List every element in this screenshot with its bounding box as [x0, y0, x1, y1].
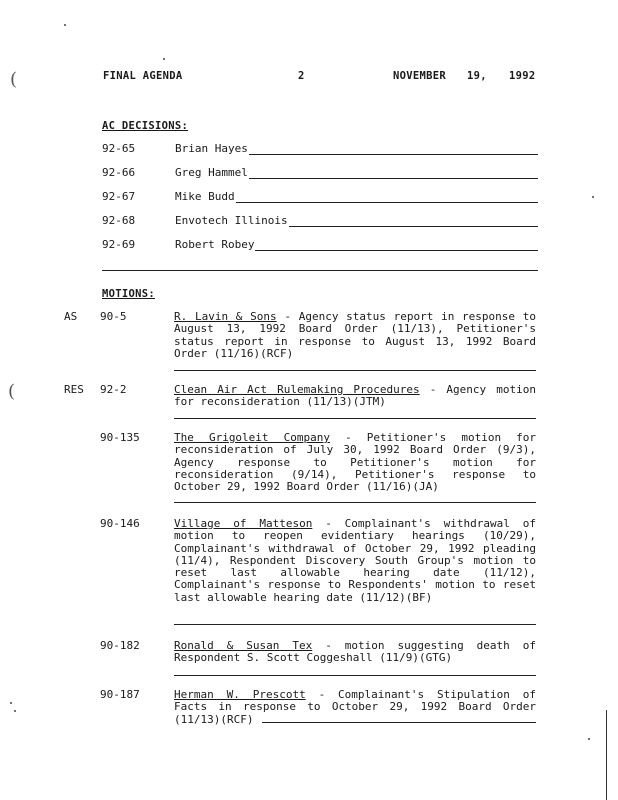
signature-line	[236, 191, 538, 203]
ac-decisions-heading: AC DECISIONS:	[102, 120, 189, 132]
motion-underline	[174, 675, 536, 676]
ac-decision-number: 92-68	[102, 214, 136, 227]
motion-text: - Agency motion for reconsideration (11/13)(JTM)	[174, 383, 536, 409]
ac-decision-number: 92-67	[102, 190, 136, 203]
motion-underline	[174, 502, 536, 503]
motion-text: - motion suggesting death of Respondent S. Scott Coggeshall (11/9)(GTG)	[174, 639, 536, 665]
motion-description	[174, 640, 536, 665]
ac-decision-row	[102, 239, 538, 253]
page-number: 2	[298, 70, 305, 82]
signature-line	[249, 167, 538, 179]
motion-text: - Petitioner's motion for reconsideration of July 30, 1992 Board Order (9/3), Agency response to Petitioner's motion for reconsideration (9/14), Petitioner's response to October 29, 1992 Board Order (11/16)(JA)	[174, 431, 537, 494]
motion-underline	[174, 370, 536, 371]
motion-description	[174, 384, 536, 409]
motion-number: 90-182	[100, 639, 140, 652]
motion-text: - Complainant's Stipulation of Facts in response to October 29, 1992 Board Order (11/13)(RCF)	[174, 688, 536, 726]
scan-speck	[592, 196, 594, 198]
signature-line	[249, 143, 538, 155]
ac-decision-row	[102, 215, 538, 229]
motion-number: 90-5	[100, 310, 127, 323]
motion-code: RES	[64, 383, 84, 396]
motion-text: - Agency status report in response to August 13, 1992 Board Order (11/13), Petitioner's status report in response to August 13, 1992 Board Order (11/16)(RCF)	[174, 310, 536, 360]
case-name: Clean Air Act Rulemaking Procedures	[174, 383, 420, 396]
motion-underline	[174, 418, 536, 419]
binder-hole-mark-icon: (	[8, 381, 16, 402]
section-divider	[102, 270, 538, 271]
case-name: R. Lavin & Sons	[174, 310, 277, 323]
ac-decision-name: Brian Hayes	[175, 142, 248, 155]
binder-hole-mark-icon: (	[10, 69, 18, 90]
date-year: 1992	[509, 70, 536, 82]
ac-decision-row	[102, 143, 538, 157]
case-name: Ronald & Susan Tex	[174, 639, 313, 652]
scan-speck	[10, 702, 12, 704]
signature-line	[289, 215, 538, 227]
motion-number: 92-2	[100, 383, 127, 396]
ac-decision-row	[102, 191, 538, 205]
date-month: NOVEMBER	[393, 70, 446, 82]
motion-description	[174, 518, 536, 604]
scan-speck	[588, 738, 590, 740]
date-day: 19,	[467, 70, 487, 82]
scan-speck	[163, 58, 165, 60]
motion-description	[174, 432, 536, 493]
agenda-title: FINAL AGENDA	[103, 70, 183, 82]
motion-description	[174, 689, 536, 726]
scan-speck	[64, 24, 66, 26]
ac-decision-number: 92-69	[102, 238, 136, 251]
motion-text: - Complainant's withdrawal of motion to reopen evidentiary hearings (10/29), Complainant's withdrawal of October 29, 1992 pleading (11/4), Respondent Discovery South Group's motion to reset last allowable hearing date (11/12), Complainant's response to Respondents' motion to reset last allowable hearing date (11/12)(BF)	[174, 517, 536, 604]
ac-decision-row	[102, 167, 538, 181]
motion-underline	[262, 722, 536, 723]
ac-decision-number: 92-66	[102, 166, 136, 179]
motion-number: 90-135	[100, 431, 140, 444]
scan-speck	[14, 710, 16, 712]
ac-decision-name: Mike Budd	[175, 190, 235, 203]
motion-number: 90-146	[100, 517, 140, 530]
motion-description	[174, 311, 536, 360]
motion-underline	[174, 624, 536, 625]
motions-heading: MOTIONS:	[102, 288, 155, 300]
ac-decision-name: Robert Robey	[175, 238, 255, 251]
case-name: Village of Matteson	[174, 517, 313, 530]
ac-decision-name: Envotech Illinois	[175, 214, 288, 227]
case-name: The Grigoleit Company	[174, 431, 330, 444]
motion-code: AS	[64, 310, 78, 323]
ac-decision-name: Greg Hammel	[175, 166, 248, 179]
motion-number: 90-187	[100, 688, 140, 701]
signature-line	[255, 239, 538, 251]
ac-decision-number: 92-65	[102, 142, 136, 155]
scan-edge-line	[606, 710, 607, 800]
case-name: Herman W. Prescott	[174, 688, 306, 701]
